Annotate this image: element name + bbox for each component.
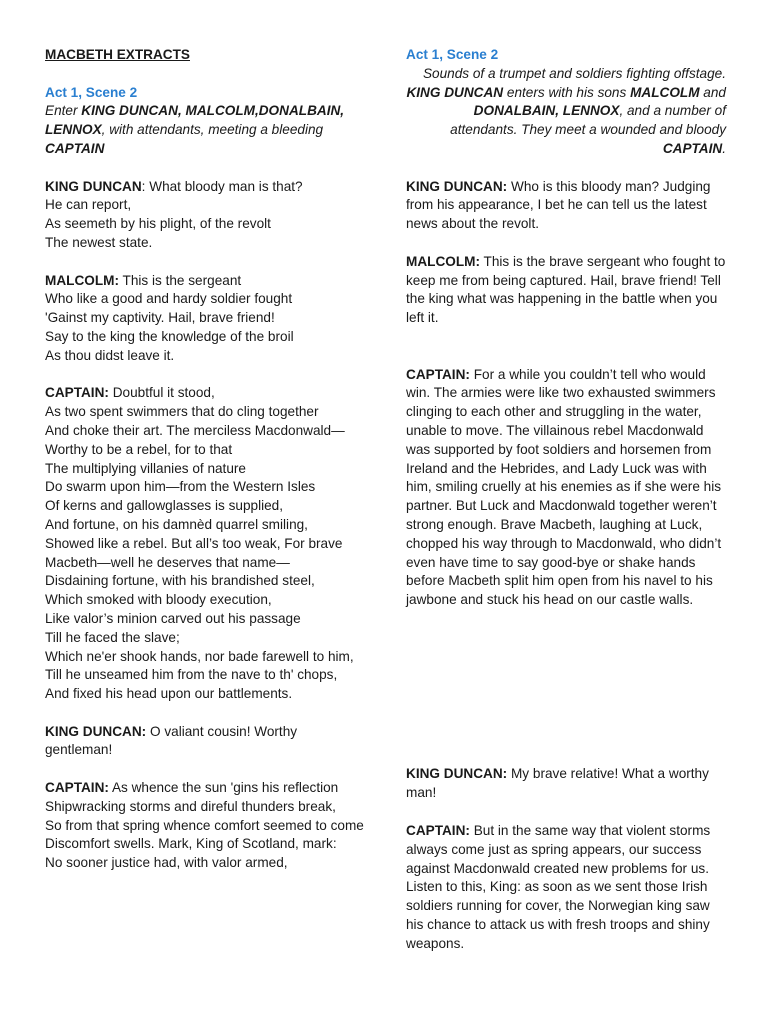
speech-line: As thou didst leave it. [45,347,175,363]
scene-heading: Act 1, Scene 2 [406,47,499,62]
speech-king-duncan-2 [45,723,365,761]
speech-line: Doubtful it stood, [112,385,215,401]
speaker-name: KING DUNCAN: [45,723,147,739]
speech-line: Till he unseamed him from the nave to th' chops, [45,667,338,683]
speaker-name: MALCOLM: [45,272,119,288]
speech-line: What bloody man is that? [149,178,303,194]
speech-line: Disdaining fortune, with his brandished steel, [45,573,315,589]
speaker-name: KING DUNCAN: [406,766,508,781]
speech-line: Do swarm upon him—from the Western Isles [45,479,316,495]
speech-line: No sooner justice had, with valor armed, [45,855,288,871]
speech-line: Like valor’s minion carved out his passage [45,610,301,626]
translation-king-duncan [406,178,726,234]
speech-line: Who like a good and hardy soldier fought [45,291,293,307]
speech-line: Discomfort swells. Mark, King of Scotland, mark: [45,836,337,852]
speech-line: Showed like a rebel. But all’s too weak, For brave [45,535,343,551]
speech-line: O valiant cousin! Worthy gentleman! [45,723,301,758]
speech-line: As two spent swimmers that do cling together [45,404,319,420]
modern-translation-column [406,46,726,951]
stage-direction: Sounds of a trumpet and soldiers fighting offstage. KING DUNCAN enters with his sons MALCOLM and DONALBAIN, LENNOX, and a number of attendants. They meet a wounded and bloody CAPTAIN. [406,65,726,156]
speech-line: This is the sergeant [122,272,242,288]
speaker-name: CAPTAIN: [406,823,470,838]
speech-captain-2 [45,779,365,873]
document-title: MACBETH EXTRACTS [45,47,190,62]
translation-malcolm [406,253,726,328]
scene-heading: Act 1, Scene 2 [45,84,138,100]
speech-line: Which ne'er shook hands, nor bade farewell to him, [45,648,354,664]
speech-captain [45,384,365,704]
speech-line: The newest state. [45,234,153,250]
speech-line: And fortune, on his damnèd quarrel smiling, [45,516,308,532]
stage-direction: Enter KING DUNCAN, MALCOLM,DONALBAIN, LENNOX, with attendants, meeting a bleeding CAPTAIN [45,103,345,156]
speech-line: Macbeth—well he deserves that name— [45,554,290,570]
speech-malcolm [45,272,365,366]
speech-line: And choke their art. The merciless Macdonwald— [45,422,345,438]
speech-line: And fixed his head upon our battlements. [45,686,293,702]
speech-line: Of kerns and gallowglasses is supplied, [45,498,284,514]
translation-text: My brave relative! What a worthy man! [406,766,709,800]
translation-text: For a while you couldn’t tell who would win. The armies were like two exhausted swimmers clinging to each other and struggling in the water, unable to move. The villainous rebel Macdonwald was supported by foot soldiers and horsemen from Ireland and the Hebrides, and Lady Luck was with him, smiling cruelly at his enemies as if she were his partner. But Luck and Macdonwald together weren’t strong enough. Brave Macbeth, laughing at Luck, chopped his way through to Macdonwald, who didn’t even have time to say good-bye or shake hands before Macbeth split him open from his navel to his jawbone and stuck his head on our castle walls. [406,366,722,608]
speech-line: Which smoked with bloody execution, [45,592,272,608]
speech-line: The multiplying villanies of nature [45,460,246,476]
speech-line: Till he faced the slave; [45,629,180,645]
translation-captain [406,366,726,610]
speech-line: Worthy to be a rebel, for to that [45,441,233,457]
speech-line: Shipwracking storms and direful thunders break, [45,798,336,814]
speech-line: As whence the sun 'gins his reflection [111,780,339,796]
translation-text: But in the same way that violent storms always come just as spring appears, our success against Macdonwald created new problems for us. Listen to this, King: as soon as we sent those Irish soldiers running for cover, the Norwegian king saw his chance to attack us with fresh troops and shiny weapons. [406,823,711,951]
speaker-name: CAPTAIN: [45,780,109,796]
translation-king-duncan-2 [406,765,726,803]
speaker-name: CAPTAIN: [45,385,109,401]
speech-line: As seemeth by his plight, of the revolt [45,216,271,232]
speech-line: So from that spring whence comfort seemed to come [45,817,364,833]
speaker-name: CAPTAIN: [406,366,470,382]
speech-king-duncan: KING DUNCAN: What bloody man is that? He can report, As seemeth by his plight, of the revolt The newest state. [45,178,365,253]
speech-line: 'Gainst my captivity. Hail, brave friend! [45,310,275,326]
speech-line: He can report, [45,197,132,213]
translation-text: This is the brave sergeant who fought to keep me from being captured. Hail, brave friend! Tell the king what was happening in the battle when you left it. [406,253,726,326]
speaker-name: MALCOLM: [406,253,480,269]
speaker-name: KING DUNCAN [45,178,142,194]
translation-text: Who is this bloody man? Judging from his appearance, I bet he can tell us the latest news about the revolt. [406,178,711,232]
original-text-column [45,46,365,873]
translation-captain-2 [406,822,726,954]
speaker-name: KING DUNCAN: [406,178,508,194]
speech-line: Say to the king the knowledge of the broil [45,328,294,344]
